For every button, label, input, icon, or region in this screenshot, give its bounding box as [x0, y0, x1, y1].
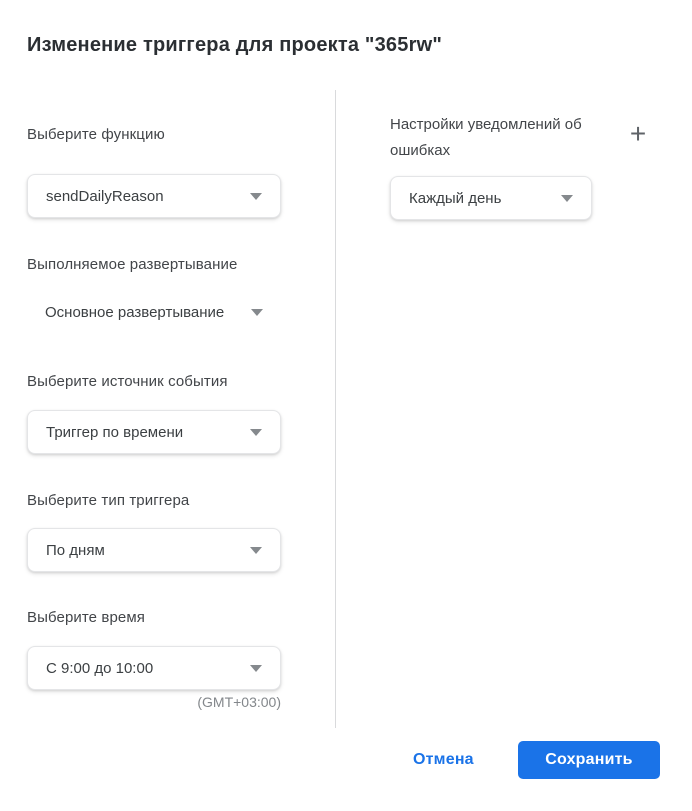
chevron-down-icon: [250, 665, 262, 672]
chevron-down-icon: [561, 195, 573, 202]
event-source-select[interactable]: [27, 410, 281, 454]
deployment-label: Выполняемое развертывание: [27, 256, 238, 273]
chevron-down-icon: [250, 547, 262, 554]
function-select-value: sendDailyReason: [46, 187, 164, 205]
add-notification-button[interactable]: [620, 116, 656, 152]
event-source-label: Выберите источник события: [27, 373, 228, 390]
trigger-type-select-value: По дням: [46, 541, 105, 559]
column-divider: [335, 90, 336, 728]
time-select-value: С 9:00 до 10:00: [46, 659, 154, 677]
function-label: Выберите функцию: [27, 126, 165, 143]
plus-icon: +: [629, 118, 647, 149]
save-button[interactable]: Сохранить: [518, 741, 660, 779]
trigger-type-label: Выберите тип триггера: [27, 492, 190, 509]
cancel-button[interactable]: Отмена: [401, 744, 486, 776]
error-notifications-label: Настройки уведомлений об ошибках: [390, 116, 582, 159]
event-source-select-value: Триггер по времени: [46, 423, 184, 441]
deployment-select-value: Основное развертывание: [45, 303, 225, 321]
notification-frequency-value: Каждый день: [409, 189, 502, 207]
timezone-note: (GMT+03:00): [197, 694, 281, 710]
time-label: Выберите время: [27, 609, 145, 626]
dialog-title: Изменение триггера для проекта "365rw": [27, 34, 443, 56]
chevron-down-icon: [251, 309, 263, 316]
function-select[interactable]: [27, 174, 281, 218]
chevron-down-icon: [250, 193, 262, 200]
trigger-type-select[interactable]: [27, 528, 281, 572]
notification-frequency-select[interactable]: [390, 176, 592, 220]
time-select[interactable]: [27, 646, 281, 690]
deployment-select[interactable]: [45, 297, 263, 327]
chevron-down-icon: [250, 429, 262, 436]
